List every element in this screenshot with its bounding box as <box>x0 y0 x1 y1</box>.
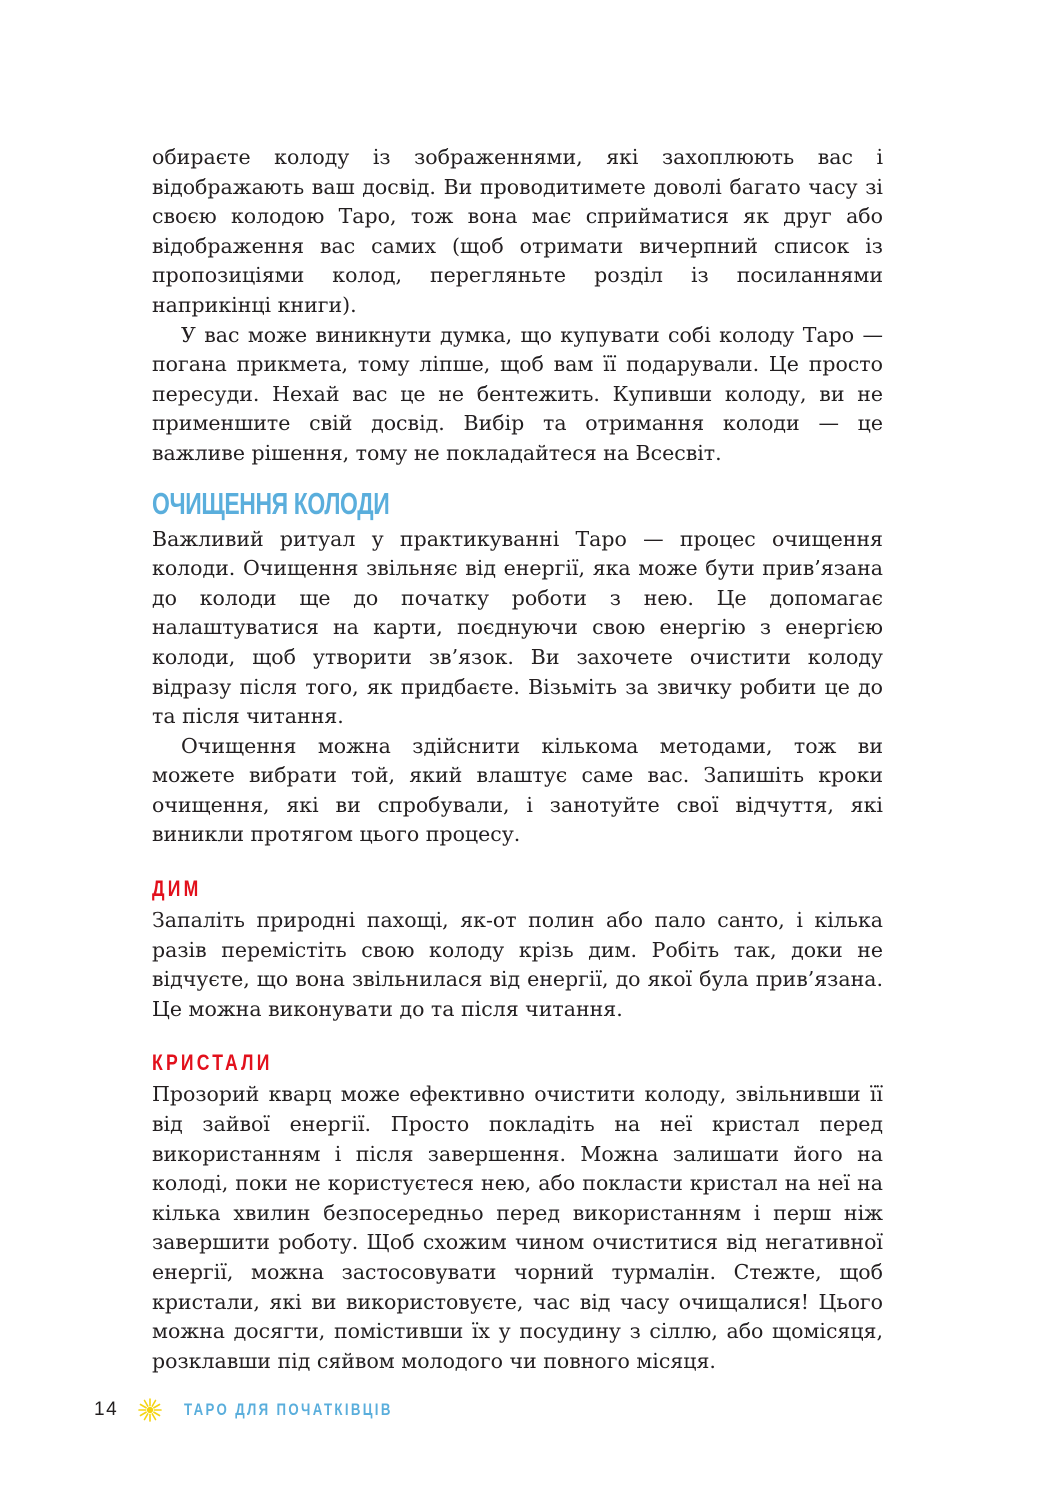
paragraph-text: Прозорий кварц може ефективно очистити колоду, звільнивши її від зайвої енергії. Просто покладіть на неї кристал перед використанням і після завершення. Можна залишати його на колоді, поки не користуєтеся нею, або покласти кристал на неї на кілька хвилин безпосередньо перед використанням і перш ніж завершити роботу. Щоб схожим чином очиститися від негативної енергії, можна застосовувати чорний турмалін. Стежте, щоб кристали, які ви використовуєте, час від часу очищалися! Цього можна досягти, помістивши їх у посудину з сіллю, або щомісяця, розклавши під сяйвом молодого чи повного місяця. <box>152 1082 883 1373</box>
paragraph-text: Очищення можна здійснити кількома методами, тож ви можете вибрати той, який влаштує саме вас. Запишіть кроки очищення, які ви спробували, і занотуйте свої відчуття, які виникли протягом цього процесу. <box>152 733 883 847</box>
paragraph-superstition <box>152 321 883 469</box>
paragraph-smoke <box>152 906 883 1024</box>
paragraph-text: обираєте колоду із зображеннями, які захоплюють вас і відображають ваш досвід. Ви проводитимете доволі багато часу зі своєю колодою Таро, тож вона має сприйматися як друг або відображення вас самих (щоб отримати вичерпний список із пропозиціями колод, перегляньте розділ із посиланнями наприкінці книги). <box>152 145 883 317</box>
subheading-crystals: КРИСТАЛИ <box>152 1050 273 1076</box>
paragraph-deck-choice <box>152 143 883 321</box>
paragraph-text: Запаліть природні пахощі, як-от полин або пало санто, і кілька разів перемістіть свою колоду крізь дим. Робіть так, доки не відчуєте, що вона звільнилася від енергії, до якої була прив’язана. Це можна виконувати до та після читання. <box>152 908 883 1021</box>
paragraph-text: Важливий ритуал у практикуванні Таро — процес очищення колоди. Очищення звільняє від енергії, яка може бути прив’язана до колоди ще до початку роботи з нею. Це допомагає налаштуватися на карти, поєднуючи свою енергію з енергією колоди, щоб утворити зв’язок. Ви захочете очистити колоду відразу після того, як придбаєте. Візьміть за звичку робити це до та після читання. <box>152 526 883 729</box>
section-heading: ОЧИЩЕННЯ КОЛОДИ <box>152 485 390 521</box>
subheading-smoke: ДИМ <box>152 876 202 902</box>
sun-icon <box>138 1398 162 1422</box>
paragraph-cleansing-methods <box>152 732 883 850</box>
page-body <box>152 143 883 1376</box>
paragraph-crystals <box>152 1080 883 1376</box>
page-number: 14 <box>94 1399 119 1420</box>
running-title: ТАРО ДЛЯ ПОЧАТКІВЦІВ <box>184 1400 393 1419</box>
page-footer <box>94 1395 452 1425</box>
paragraph-text: У вас може виникнути думка, що купувати собі колоду Таро — погана прикмета, тому ліпше, щоб вам її подарували. Це просто пересуди. Нехай вас це не бентежить. Купивши колоду, ви не применшите свій досвід. Вибір та отримання колоди — це важливе рішення, тому не покладайтеся на Всесвіт. <box>152 322 883 465</box>
paragraph-cleansing-ritual <box>152 525 883 732</box>
